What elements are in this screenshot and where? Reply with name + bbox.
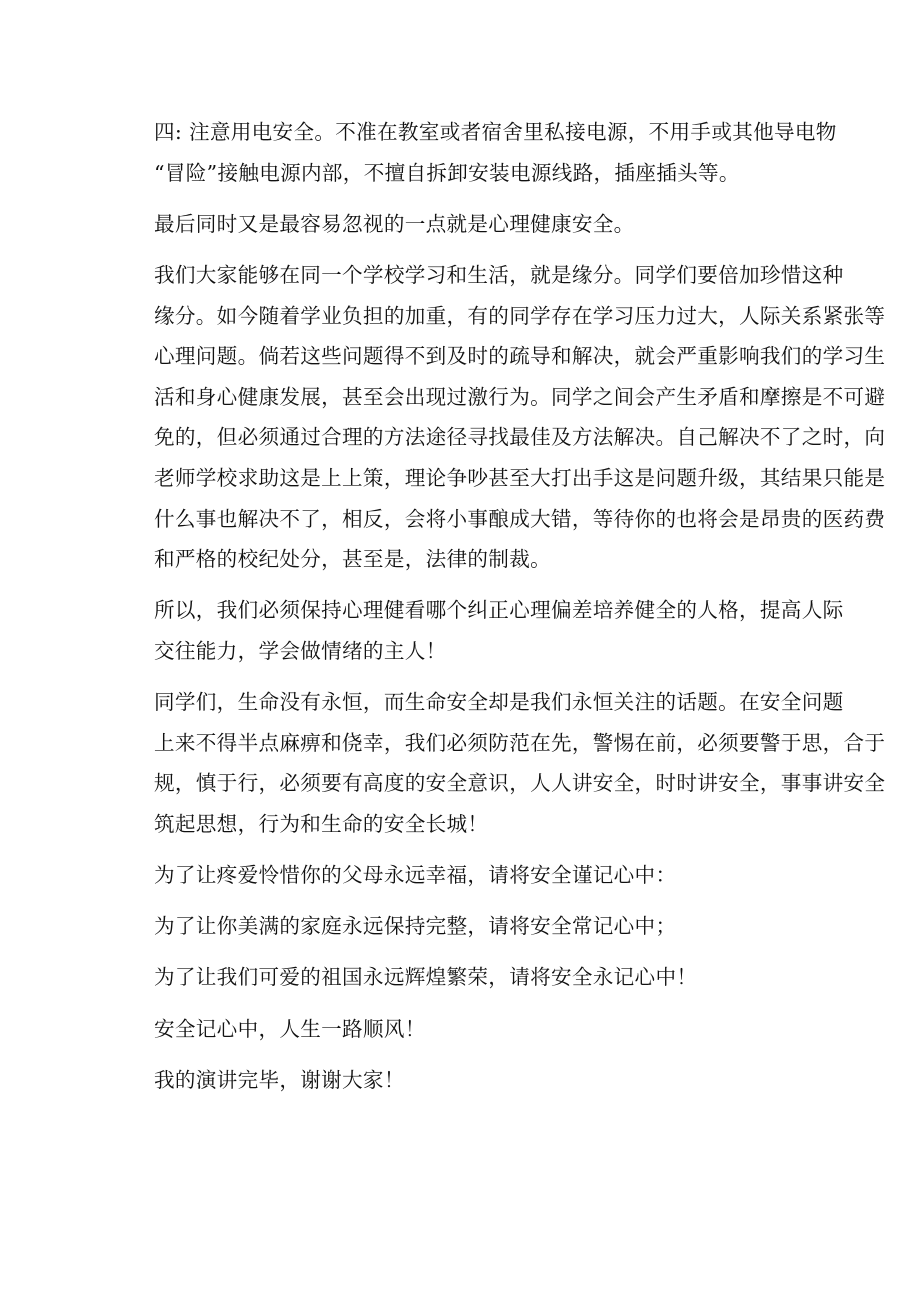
text-line: 什么事也解决不了，相反，会将小事酿成大错，等待你的也将会是昂贵的医药费 [154,506,886,531]
text-line: 为了让你美满的家庭永远保持完整，请将安全常记心中； [154,914,677,939]
paragraph-motto [113,1009,813,1050]
text-line: 和严格的校纪处分，甚至是，法律的制裁。 [154,547,551,572]
paragraph-motherland [113,957,813,998]
paragraph-family [113,906,813,947]
text-line: 最后同时又是最容易忽视的一点就是心理健康安全。 [154,211,635,236]
paragraph-parents [113,855,813,896]
document-body [113,112,886,1111]
text-line: 所以，我们必须保持心理健看哪个纠正心理偏差培养健全的人格，提高人际 [154,598,844,623]
text-line: 为了让疼爱怜惜你的父母永远幸福，请将安全谨记心中： [154,863,677,888]
text-line: 老师学校求助这是上上策，理论争吵甚至大打出手这是问题升级，其结果只能是 [154,465,886,490]
text-line: 免的，但必须通过合理的方法途径寻找最佳及方法解决。自己解决不了之时，向 [154,425,886,450]
text-line: 上来不得半点麻痹和侥幸，我们必须防范在先，警惕在前，必须要警于思，合于 [154,730,886,755]
paragraph-mental-conclusion [113,590,844,671]
paragraph-mental-body [113,255,886,580]
text-line: 同学们，生命没有永恒，而生命安全却是我们永恒关注的话题。在安全问题 [154,690,844,715]
text-line: 我们大家能够在同一个学校学习和生活，就是缘分。同学们要倍加珍惜这种 [154,262,844,287]
text-line: 缘分。如今随着学业负担的加重，有的同学存在学习压力过大，人际关系紧张等 [154,303,886,328]
text-line: 安全记心中，人生一路顺风！ [154,1016,426,1041]
text-line: 交往能力，学会做情绪的主人！ [154,638,447,663]
paragraph-safety-summary [113,682,886,844]
text-line: “冒险”接触电源内部，不擅自拆卸安装电源线路，插座插头等。 [154,160,740,185]
text-line: 筑起思想，行为和生命的安全长城！ [154,811,489,836]
paragraph-closing [113,1060,813,1101]
text-line: 我的演讲完毕，谢谢大家！ [154,1067,405,1092]
paragraph-electric-safety [113,112,837,193]
text-line: 四: 注意用电安全。不准在教室或者宿舍里私接电源，不用手或其他导电物 [154,120,837,144]
text-line: 规，慎于行，必须要有高度的安全意识，人人讲安全，时时讲安全，事事讲安全 [154,771,886,796]
text-line: 心理问题。倘若这些问题得不到及时的疏导和解决，就会严重影响我们的学习生 [154,344,886,369]
text-line: 为了让我们可爱的祖国永远辉煌繁荣，请将安全永记心中！ [154,965,698,990]
text-line: 活和身心健康发展，甚至会出现过激行为。同学之间会产生矛盾和摩擦是不可避 [154,384,886,409]
paragraph-mental-intro [113,204,813,245]
